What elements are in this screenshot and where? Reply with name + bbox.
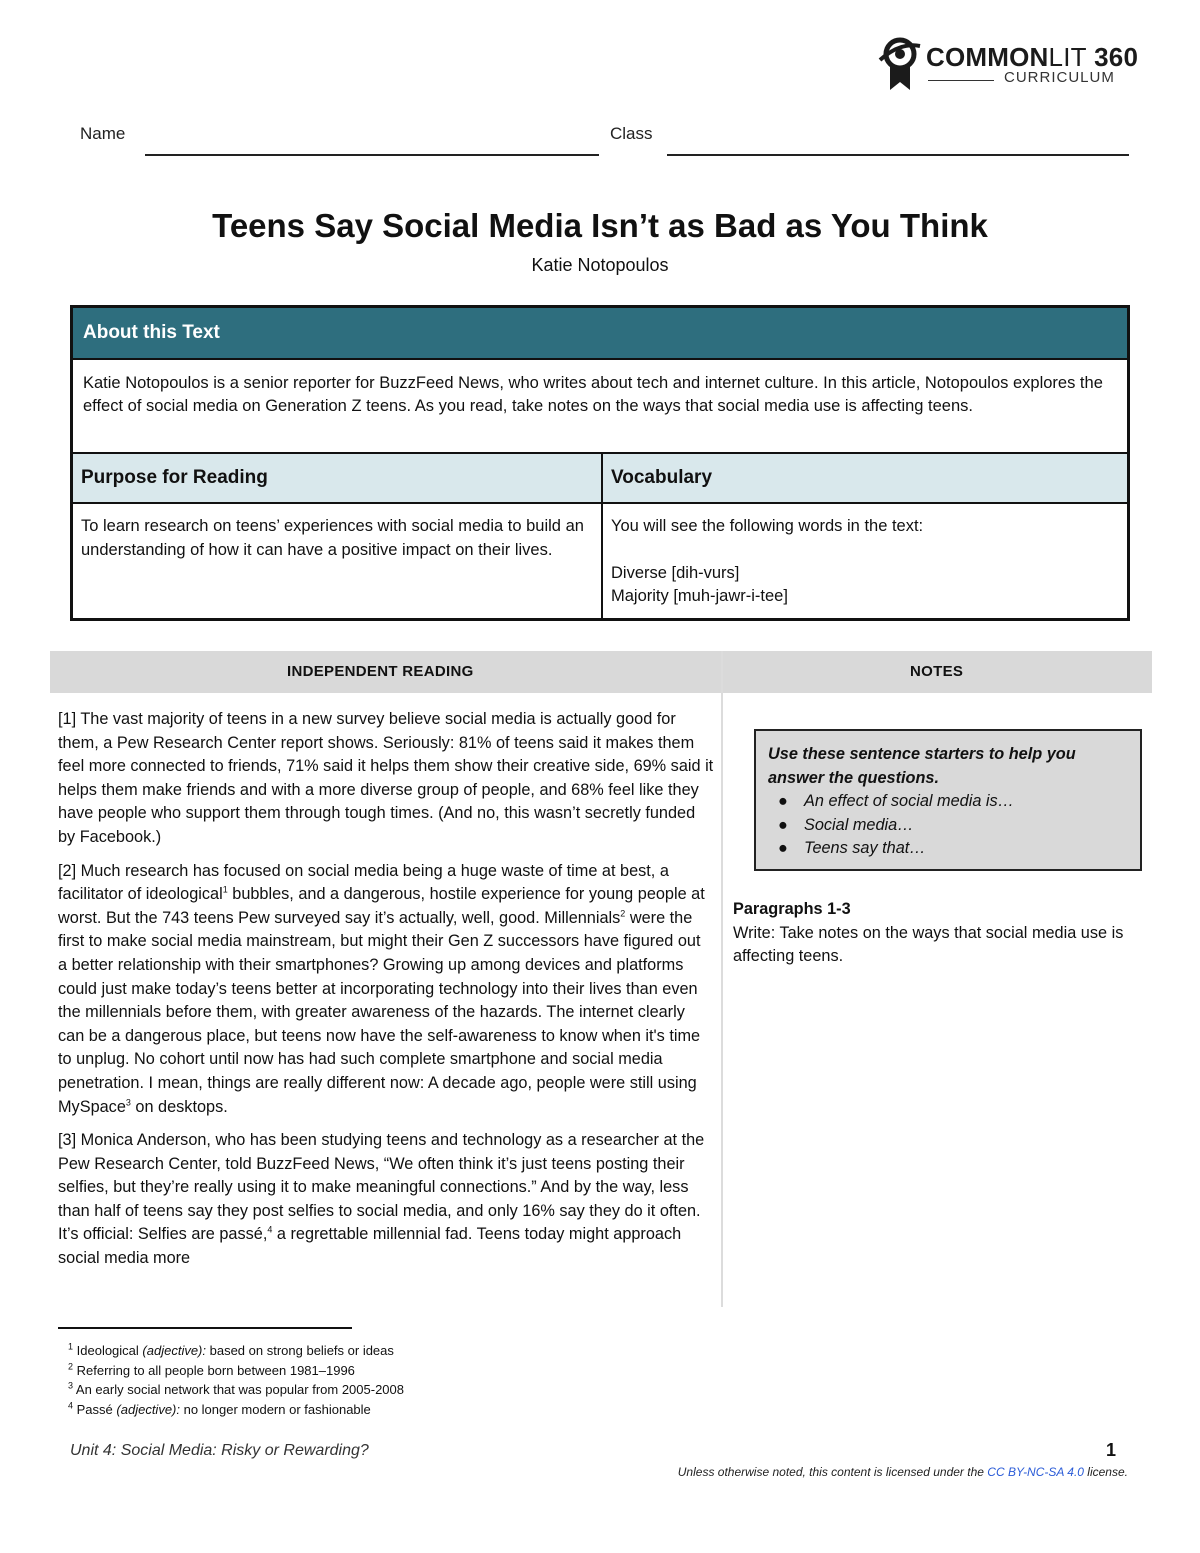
about-text-table: [70, 305, 1130, 621]
footnote-ref[interactable]: 2: [620, 908, 626, 919]
footnote-rule: [58, 1327, 352, 1329]
name-field[interactable]: [145, 154, 599, 156]
license-link[interactable]: CC BY-NC-SA 4.0: [987, 1465, 1084, 1479]
footnote-ref[interactable]: 4: [267, 1225, 273, 1236]
vocabulary-column: [603, 454, 1127, 618]
question-label: Paragraphs 1-3: [733, 900, 851, 918]
paragraph-3: [3] Monica Anderson, who has been studying teens and technology as a researcher at the Pew Research Center, told BuzzFeed News, “We often think it’s just teens posting their selfies, but they’re really using it to make meaningful connections.” And by the way, less than half of teens say they post selfies to social media, and only 16% say they do it often. It’s official: Selfies are passé,$^4$ a regrettable millennial fad. Teens today might approach social media more: [58, 1131, 705, 1268]
purpose-heading: Purpose for Reading: [73, 454, 601, 504]
bullet-icon: ●: [778, 815, 788, 834]
footnotes: [68, 1341, 404, 1419]
commonlit-logo: [876, 34, 1139, 94]
vocabulary-intro: You will see the following words in the text:: [611, 517, 924, 535]
logo-subtitle: CURRICULUM: [1004, 69, 1115, 86]
vocabulary-body: [603, 504, 1127, 618]
logo-wordmark: COMMONLIT 360: [926, 42, 1139, 72]
author-name: Katie Notopoulos: [531, 255, 669, 275]
starters-intro: Use these sentence starters to help you answer the questions.: [768, 745, 1076, 787]
unit-title: Unit 4: Social Media: Risky or Rewarding?: [70, 1442, 369, 1459]
list-item: ● Social media…: [768, 814, 1128, 838]
page-number: 1: [1106, 1440, 1117, 1460]
logo-rule: [928, 80, 994, 81]
commonlit-emblem-icon: [876, 34, 922, 92]
bullet-icon: ●: [778, 839, 788, 857]
footnote: $^3$ An early social network that was popular from 2005-2008: [68, 1380, 404, 1397]
purpose-body: To learn research on teens’ experiences with social media to build an understanding of how it can have a positive impact on their lives.: [81, 517, 584, 559]
vocabulary-word: Diverse [dih-vurs]: [611, 563, 740, 582]
vocabulary-word: Majority [muh-jawr-i-tee]: [611, 587, 788, 605]
footnote-ref[interactable]: 3: [125, 1097, 131, 1108]
footnote: $^2$ Referring to all people born between 1981–1996: [68, 1361, 355, 1378]
list-item: ● Teens say that…: [768, 837, 1128, 861]
vocabulary-heading: Vocabulary: [603, 454, 1127, 504]
reading-text: [58, 708, 714, 1281]
about-heading: About this Text: [73, 308, 1127, 360]
question-prompt: Write: Take notes on the ways that social media use is affecting teens.: [733, 923, 1124, 965]
purpose-column: [73, 454, 603, 618]
notes-question: [733, 898, 1143, 969]
class-label: Class: [610, 124, 653, 143]
independent-reading-label: INDEPENDENT READING: [287, 663, 474, 680]
sentence-starters-box: [754, 729, 1142, 871]
footnote: $^4$ Passé (adjective): no longer modern or fashionable: [68, 1400, 371, 1417]
notes-label: NOTES: [910, 663, 964, 680]
column-divider: [721, 651, 723, 1307]
paragraph-2: [2] Much research has focused on social media being a huge waste of time at best, a facilitator of ideological$^1$ bubbles, and a dangerous, hostile experience for young people at worst. But the 743 teens Pew surveyed say it’s actually, well, good. Millennials$^2$ were the first to make social media mainstream, but might their Gen Z successors have figured out a better relationship with their smartphones? Growing up among devices and platforms could just make today’s teens better at incorporating technology into their lives than even the millennials before them, with greater awareness of the hazards. The internet clearly can be a dangerous place, but teens now have the self-awareness to know when it's time to unplug. No cohort until now has had such complete smartphone and social media penetration. I mean, things are really different now: A decade ago, people were still using MySpace$^3$ on desktops.: [58, 861, 705, 1116]
footnote: $^1$ Ideological (adjective): based on strong beliefs or ideas: [68, 1341, 394, 1358]
list-item: ● An effect of social media is…: [768, 790, 1128, 814]
about-body: Katie Notopoulos is a senior reporter for BuzzFeed News, who writes about tech and internet culture. In this article, Notopoulos explores the effect of social media on Generation Z teens. As you read, take notes on the ways that social media use is affecting teens.: [73, 360, 1127, 454]
name-label: Name: [80, 124, 126, 143]
class-field[interactable]: [667, 154, 1129, 156]
paragraph-1: [1] The vast majority of teens in a new survey believe social media is actually good for them, a Pew Research Center report shows. Seriously: 81% of teens said it makes them feel more connected to friends, 71% said it helps them show their creative side, 69% said it helps them make friends and with a more diverse group of people, and 68% feel like they have people who support them through tough times. (And no, this wasn’t secretly funded by Facebook.): [58, 710, 714, 846]
page-title: Teens Say Social Media Isn’t as Bad as You Think: [212, 207, 988, 244]
reading-section-header: [50, 651, 1152, 693]
license-notice: Unless otherwise noted, this content is licensed under the CC BY-NC-SA 4.0 license.: [677, 1465, 1128, 1479]
starters-list: [768, 790, 1128, 861]
bullet-icon: ●: [778, 792, 788, 810]
footnote-ref[interactable]: 1: [222, 884, 228, 895]
